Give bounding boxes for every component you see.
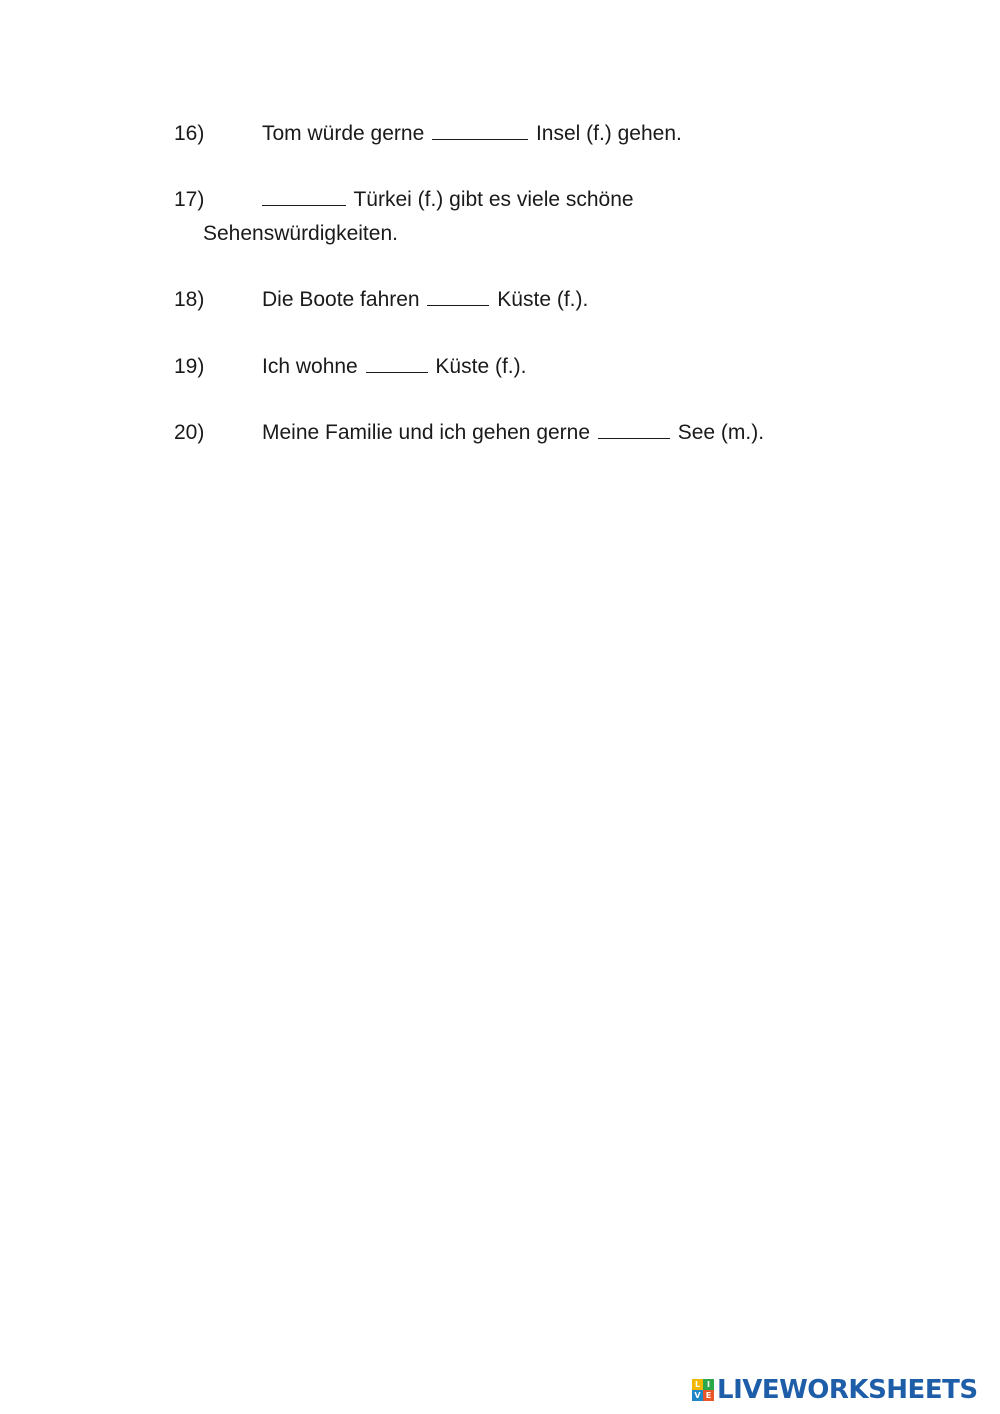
item-sentence <box>262 416 764 450</box>
sentence-after: Insel (f.) gehen. <box>535 122 682 145</box>
item-number: 20) <box>174 421 205 444</box>
answer-blank[interactable] <box>366 350 428 373</box>
logo-icon-letter-i: I <box>703 1379 714 1390</box>
item-number: 17) <box>174 188 205 211</box>
logo-wordmark: LIVEWORKSHEETS <box>717 1375 978 1405</box>
sentence-after: See (m.). <box>677 421 765 444</box>
item-number: 16) <box>174 122 205 145</box>
sentence-after: Küste (f.). <box>497 288 589 311</box>
exercise-item-17 <box>174 183 814 251</box>
answer-blank[interactable] <box>427 283 489 306</box>
logo-icon-letter-v: V <box>692 1390 703 1401</box>
answer-blank[interactable] <box>432 117 528 140</box>
item-sentence <box>262 183 634 217</box>
logo-icon-letter-e: E <box>703 1390 714 1401</box>
item-number: 19) <box>174 355 205 378</box>
sentence-before: Ich wohne <box>262 355 358 378</box>
item-number: 18) <box>174 288 205 311</box>
item-sentence <box>262 283 588 317</box>
sentence-continuation: Sehenswürdigkeiten. <box>203 222 398 245</box>
sentence-after: Küste (f.). <box>435 355 527 378</box>
liveworksheets-logo[interactable] <box>692 1373 978 1407</box>
liveworksheets-logo-icon <box>692 1379 714 1401</box>
answer-blank[interactable] <box>598 416 670 439</box>
answer-blank[interactable] <box>262 183 346 206</box>
sentence-before: Die Boote fahren <box>262 288 420 311</box>
logo-icon-letter-l: L <box>692 1379 703 1390</box>
sentence-before: Tom würde gerne <box>262 122 425 145</box>
item-sentence <box>262 350 526 384</box>
sentence-after: Türkei (f.) gibt es viele schöne <box>353 188 634 211</box>
sentence-before: Meine Familie und ich gehen gerne <box>262 421 591 444</box>
item-sentence <box>262 117 682 151</box>
